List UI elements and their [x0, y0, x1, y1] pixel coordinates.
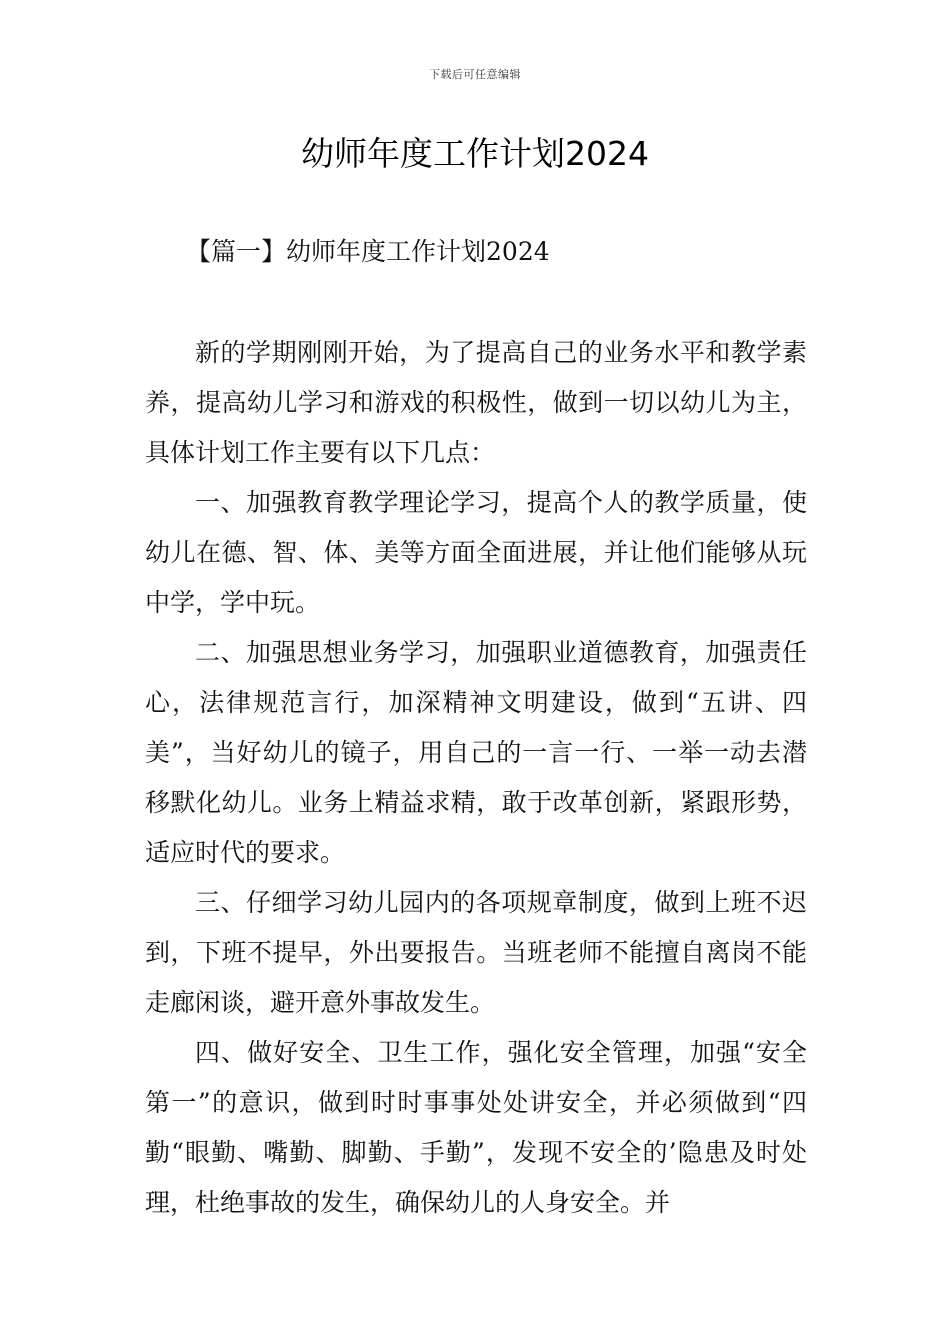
paragraph-item-2: 二、加强思想业务学习，加强职业道德教育，加强责任心，法律规范言行，加深精神文明建设，做到“五讲、四美”，当好幼儿的镜子，用自己的一言一行、一举一动去潜移默化幼儿。业务上精益求精，敢于改革创新，紧跟形势，适应时代的要求。 [145, 638, 807, 867]
header-note: 下载后可任意编辑 [429, 68, 521, 81]
body-text [145, 328, 807, 1228]
paragraph-item-1: 一、加强教育教学理论学习，提高个人的教学质量，使幼儿在德、智、体、美等方面全面进展，并让他们能够从玩中学，学中玩。 [145, 488, 807, 617]
paragraph-item-3: 三、仔细学习幼儿园内的各项规章制度，做到上班不迟到，下班不提早，外出要报告。当班老师不能擅自离岗不能走廊闲谈，避开意外事故发生。 [145, 888, 807, 1017]
document-title: 幼师年度工作计划2024 [301, 134, 649, 173]
paragraph-item-4: 四、做好安全、卫生工作，强化安全管理，加强“安全第一”的意识，做到时时事事处处讲安全，并必须做到“四勤“眼勤、嘴勤、脚勤、手勤”，发现不安全的’隐患及时处理，杜绝事故的发生，确保幼儿的人身安全。并 [145, 1038, 807, 1217]
paragraph-intro: 新的学期刚刚开始，为了提高自己的业务水平和教学素养，提高幼儿学习和游戏的积极性，做到一切以幼儿为主，具体计划工作主要有以下几点： [145, 338, 807, 467]
section-heading: 【篇一】幼师年度工作计划2024 [186, 237, 550, 266]
